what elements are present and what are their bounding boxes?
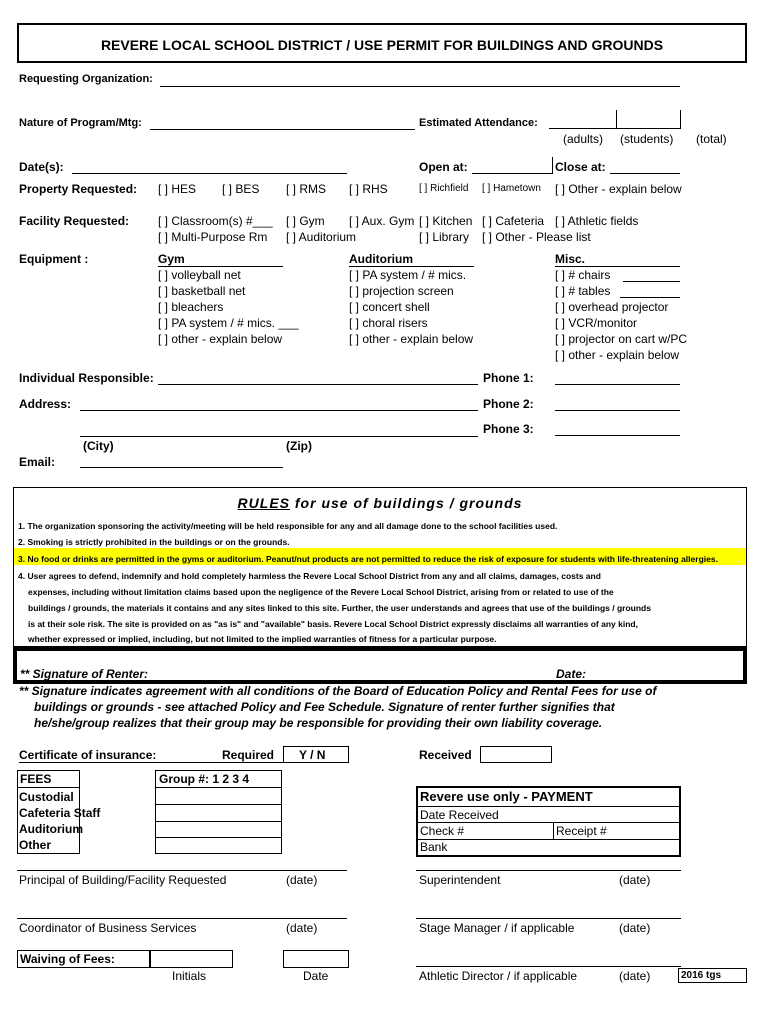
- property-label: Property Requested:: [19, 182, 138, 196]
- check-label: Check #: [420, 824, 465, 838]
- waiving-label-box: [17, 950, 150, 968]
- received-box[interactable]: [480, 746, 552, 763]
- property-rms[interactable]: [ ] RMS: [286, 182, 327, 196]
- misc-item[interactable]: [ ] VCR/monitor: [555, 316, 638, 330]
- tables-field[interactable]: [620, 297, 680, 298]
- phone1-field[interactable]: [555, 384, 680, 385]
- attendance-total: (total): [696, 132, 727, 146]
- fee-row-label: Auditorium: [19, 822, 83, 836]
- gym-item[interactable]: [ ] bleachers: [158, 300, 224, 314]
- rule-line: 3. No food or drinks are permitted in the gyms or auditorium. Peanut/nut products are not permitted to reduce the risk of exposure for students with life-threatening allergies.: [18, 554, 718, 564]
- attendance-field[interactable]: [549, 128, 681, 129]
- facility-kitchen[interactable]: [ ] Kitchen: [419, 214, 473, 228]
- rule-line: 1. The organization sponsoring the activity/meeting will be held responsible for any and all damage done to the school facilities used.: [18, 521, 558, 531]
- principal-date-label: (date): [286, 873, 318, 887]
- gym-heading: Gym: [158, 252, 185, 266]
- close-field[interactable]: [610, 173, 680, 174]
- rules-title-prefix: RULES: [237, 495, 290, 511]
- athletic-director-line[interactable]: [416, 966, 681, 967]
- requesting-org-field[interactable]: [160, 86, 680, 87]
- auditorium-item[interactable]: [ ] concert shell: [349, 300, 430, 314]
- facility-multipurpose[interactable]: [ ] Multi-Purpose Rm: [158, 230, 268, 244]
- coordinator-date-label: (date): [286, 921, 318, 935]
- auditorium-heading: Auditorium: [349, 252, 413, 266]
- dates-label: Date(s):: [19, 160, 64, 174]
- email-label: Email:: [19, 455, 56, 469]
- payment-rule: [418, 839, 679, 840]
- coordinator-label: Coordinator of Business Services: [19, 921, 197, 935]
- stage-manager-date-label: (date): [619, 921, 651, 935]
- insurance-label: Certificate of insurance:: [19, 748, 157, 762]
- address-label: Address:: [19, 397, 72, 411]
- rule-line: whether expressed or implied, including, but not limited to the implied warranties of fitness for a particular purpose.: [28, 634, 497, 644]
- attendance-label: Estimated Attendance:: [419, 117, 538, 129]
- gym-item[interactable]: [ ] PA system / # mics. ___: [158, 316, 299, 330]
- facility-athletic-fields[interactable]: [ ] Athletic fields: [555, 214, 639, 228]
- auditorium-item[interactable]: [ ] choral risers: [349, 316, 428, 330]
- facility-other[interactable]: [ ] Other - Please list: [482, 230, 591, 244]
- attendance-students: (students): [620, 132, 674, 146]
- fee-cell[interactable]: [155, 788, 282, 805]
- phone2-field[interactable]: [555, 410, 680, 411]
- group-label: Group #: 1 2 3 4: [159, 772, 250, 786]
- rules-title: [14, 495, 746, 511]
- signature-note: he/she/group realizes that their group may be responsible for providing their own liability coverage.: [34, 716, 603, 730]
- insurance-required: Required: [222, 748, 275, 762]
- city-label: (City): [83, 439, 114, 453]
- rule-line: 2. Smoking is strictly prohibited in the buildings or on the grounds.: [18, 537, 290, 547]
- waiving-label: Waiving of Fees:: [20, 952, 115, 966]
- facility-aux-gym[interactable]: [ ] Aux. Gym: [349, 214, 415, 228]
- fee-cell[interactable]: [155, 838, 282, 854]
- open-field[interactable]: [472, 173, 552, 174]
- received-label: Received: [419, 748, 472, 762]
- attendance-divider: [616, 110, 617, 129]
- requesting-org-label: Requesting Organization:: [19, 73, 153, 85]
- property-richfield[interactable]: [ ] Richfield: [419, 183, 469, 194]
- stage-manager-label: Stage Manager / if applicable: [419, 921, 575, 935]
- fee-row-label: Cafeteria Staff: [19, 806, 101, 820]
- attendance-divider: [680, 110, 681, 129]
- facility-auditorium[interactable]: [ ] Auditorium: [286, 230, 357, 244]
- fee-row-label: Other: [19, 838, 52, 852]
- individual-field[interactable]: [158, 384, 478, 385]
- nature-field[interactable]: [150, 129, 415, 130]
- attendance-adults: (adults): [563, 132, 604, 146]
- signature-date-label: Date:: [556, 667, 587, 681]
- open-close-divider: [552, 157, 553, 174]
- auditorium-item[interactable]: [ ] other - explain below: [349, 332, 474, 346]
- misc-item[interactable]: [ ] other - explain below: [555, 348, 680, 362]
- fee-row-label: Custodial: [19, 790, 74, 804]
- gym-item[interactable]: [ ] other - explain below: [158, 332, 283, 346]
- phone3-label: Phone 3:: [483, 422, 534, 436]
- property-rhs[interactable]: [ ] RHS: [349, 182, 388, 196]
- rules-title-rest: for use of buildings / grounds: [290, 495, 523, 511]
- rule-line: expenses, including without limitation claims based upon the negligence of the Revere Local School District, arising from or related to use of the: [28, 587, 614, 597]
- superintendent-date-label: (date): [619, 873, 651, 887]
- rule-line: is at their sole risk. The site is provided on as "as is" and "available" basis. Revere Local School District expressly disclaims all warranties of any kind,: [28, 619, 638, 629]
- phone1-label: Phone 1:: [483, 371, 534, 385]
- renter-signature-label: ** Signature of Renter:: [20, 667, 149, 681]
- waiving-date-label: Date: [303, 969, 329, 983]
- payment-heading: Revere use only - PAYMENT: [420, 789, 593, 804]
- facility-cafeteria[interactable]: [ ] Cafeteria: [482, 214, 545, 228]
- date-received-label: Date Received: [420, 808, 499, 822]
- dates-field[interactable]: [72, 173, 347, 174]
- nature-label: Nature of Program/Mtg:: [19, 117, 142, 129]
- footer-tag: 2016 tgs: [681, 970, 722, 981]
- gym-item[interactable]: [ ] volleyball net: [158, 268, 241, 282]
- open-label: Open at:: [419, 160, 468, 174]
- bank-label: Bank: [420, 840, 448, 854]
- payment-box: [416, 786, 681, 857]
- facility-library[interactable]: [ ] Library: [419, 230, 470, 244]
- gym-item[interactable]: [ ] basketball net: [158, 284, 246, 298]
- property-hes[interactable]: [ ] HES: [158, 182, 197, 196]
- footer-tag-box: [678, 968, 747, 983]
- fees-header-box: [17, 770, 80, 788]
- misc-item[interactable]: [ ] # chairs: [555, 268, 611, 282]
- fee-cell[interactable]: [155, 805, 282, 822]
- auditorium-item[interactable]: [ ] PA system / # mics.: [349, 268, 467, 282]
- initials-label: Initials: [172, 969, 207, 983]
- fees-label: FEES: [20, 772, 52, 786]
- facility-gym[interactable]: [ ] Gym: [286, 214, 325, 228]
- auditorium-heading-rule: [349, 266, 474, 267]
- yn-box[interactable]: [283, 746, 349, 763]
- individual-label: Individual Responsible:: [19, 371, 154, 385]
- waiving-date-box[interactable]: [283, 950, 349, 968]
- rules-box: [13, 487, 747, 647]
- payment-rule: [418, 822, 679, 823]
- principal-label: Principal of Building/Facility Requested: [19, 873, 227, 887]
- initials-box[interactable]: [150, 950, 233, 968]
- facility-classroom[interactable]: [ ] Classroom(s) #___: [158, 214, 273, 228]
- receipt-label: Receipt #: [556, 824, 607, 838]
- signature-box[interactable]: [13, 647, 747, 684]
- payment-divider: [553, 822, 554, 839]
- athletic-director-label: Athletic Director / if applicable: [419, 969, 578, 983]
- superintendent-line[interactable]: [416, 870, 681, 871]
- address-field-2[interactable]: [80, 436, 478, 437]
- payment-rule: [418, 806, 679, 807]
- group-header-box: [155, 770, 282, 788]
- chairs-field[interactable]: [623, 281, 680, 282]
- equipment-label: Equipment :: [19, 252, 89, 266]
- superintendent-label: Superintendent: [419, 873, 501, 887]
- misc-item[interactable]: [ ] # tables: [555, 284, 611, 298]
- phone2-label: Phone 2:: [483, 397, 534, 411]
- title-box: [17, 23, 747, 63]
- property-hametown[interactable]: [ ] Hametown: [482, 183, 541, 194]
- rule-line: buildings / grounds, the materials it contains and any sites linked to this site. Further, the user understands and agrees that use of the buildings / grounds: [28, 603, 651, 613]
- email-field[interactable]: [80, 467, 283, 468]
- auditorium-item[interactable]: [ ] projection screen: [349, 284, 454, 298]
- misc-heading-rule: [555, 266, 680, 267]
- misc-heading: Misc.: [555, 252, 586, 266]
- property-other[interactable]: [ ] Other - explain below: [555, 182, 682, 196]
- coordinator-line[interactable]: [17, 918, 347, 919]
- signature-note: ** Signature indicates agreement with all conditions of the Board of Education Policy and Rental Fees for use of: [19, 684, 657, 698]
- rule-line: 4. User agrees to defend, indemnify and hold completely harmless the Revere Local School District from any and all claims, damages, costs and: [18, 571, 601, 581]
- misc-item[interactable]: [ ] overhead projector: [555, 300, 669, 314]
- property-bes[interactable]: [ ] BES: [222, 182, 260, 196]
- signature-note: buildings or grounds - see attached Policy and Fee Schedule. Signature of renter further signifies that: [34, 700, 615, 714]
- facility-label: Facility Requested:: [19, 214, 130, 228]
- principal-line[interactable]: [17, 870, 347, 871]
- phone3-field[interactable]: [555, 435, 680, 436]
- stage-manager-line[interactable]: [416, 918, 681, 919]
- page-title: REVERE LOCAL SCHOOL DISTRICT / USE PERMIT FOR BUILDINGS AND GROUNDS: [100, 37, 664, 53]
- gym-heading-rule: [158, 266, 283, 267]
- address-field[interactable]: [80, 410, 478, 411]
- athletic-director-date-label: (date): [619, 969, 651, 983]
- close-label: Close at:: [555, 160, 606, 174]
- yn-label: Y / N: [299, 748, 326, 762]
- fee-cell[interactable]: [155, 822, 282, 838]
- misc-item[interactable]: [ ] projector on cart w/PC: [555, 332, 688, 346]
- zip-label: (Zip): [286, 439, 312, 453]
